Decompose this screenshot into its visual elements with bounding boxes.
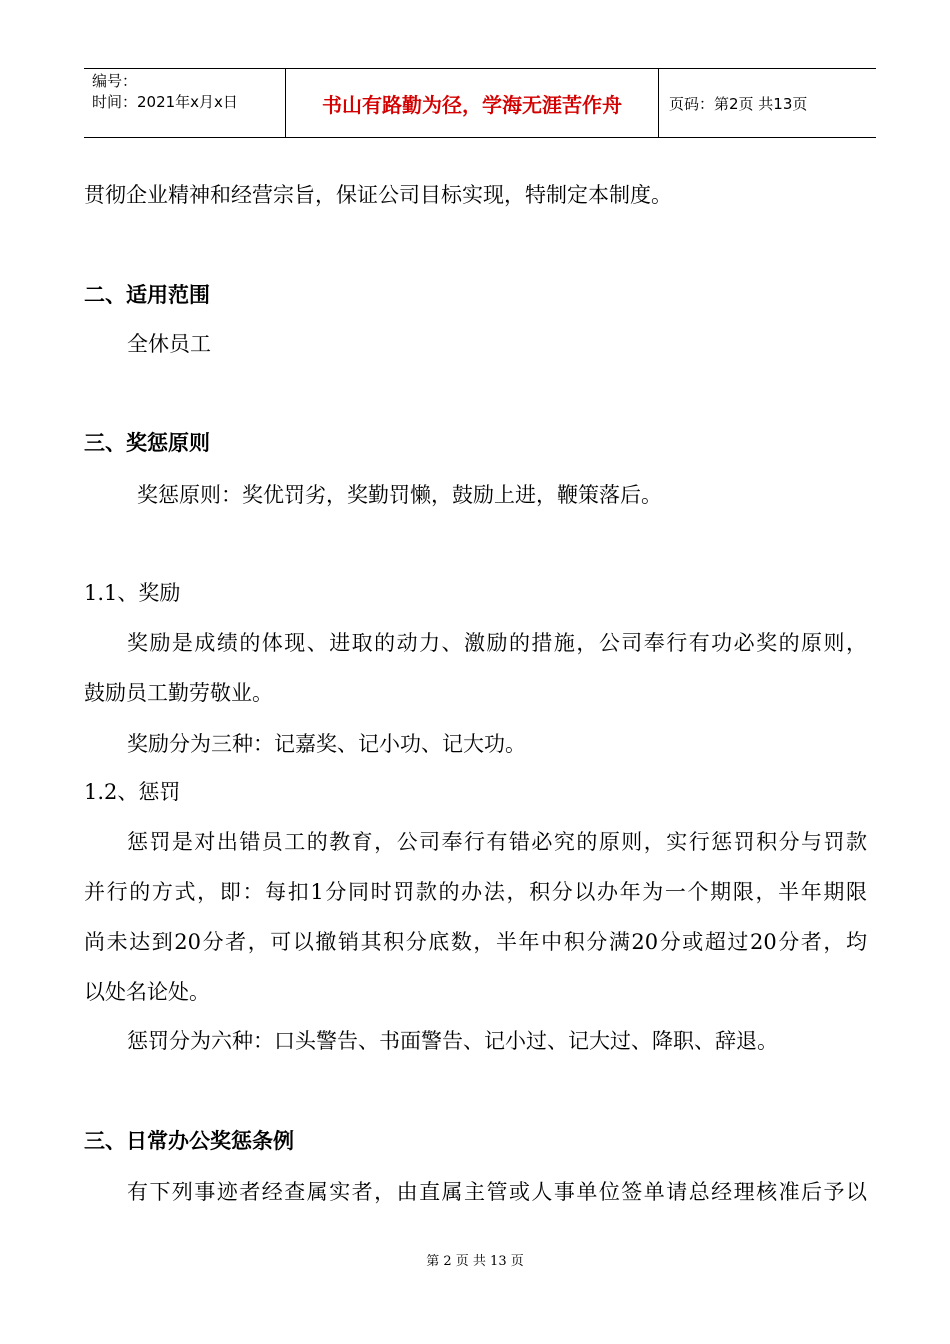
paragraph-punishment-line-2: 并行的方式，即：每扣1分同时罚款的办法，积分以办年为一个期限，半年期限 bbox=[84, 880, 867, 904]
paragraph-reward-types: 奖励分为三种：记嘉奖、记小功、记大功。 bbox=[127, 732, 526, 756]
paragraph-punishment-line-3: 尚未达到20分者，可以撤销其积分底数，半年中积分满20分或超过20分者，均 bbox=[84, 930, 867, 954]
page-footer bbox=[0, 1250, 950, 1269]
heading-scope: 二、适用范围 bbox=[84, 283, 210, 307]
header-meta bbox=[84, 69, 286, 137]
document-time: 时间：2021年x月x日 bbox=[92, 93, 238, 111]
paragraph-reward-line-2: 鼓励员工勤劳敬业。 bbox=[84, 681, 273, 705]
header-motto: 书山有路勤为径，学海无涯苦作舟 bbox=[322, 92, 622, 117]
heading-daily-rules: 三、日常办公奖惩条例 bbox=[84, 1129, 294, 1153]
paragraph-punishment-line-1: 惩罚是对出错员工的教育，公司奉行有错必究的原则，实行惩罚积分与罚款 bbox=[127, 830, 867, 854]
paragraph-punishment-types: 惩罚分为六种：口头警告、书面警告、记小过、记大过、降职、辞退。 bbox=[127, 1029, 778, 1053]
subheading-reward: 1.1、奖励 bbox=[84, 581, 181, 605]
page-header bbox=[84, 68, 876, 138]
paragraph-principle: 奖惩原则：奖优罚劣，奖勤罚懒，鼓励上进，鞭策落后。 bbox=[137, 483, 662, 507]
footer-page-number: 第 2 页 共 13 页 bbox=[426, 1254, 524, 1269]
header-page-info: 页码：第2页 共13页 bbox=[669, 94, 808, 113]
heading-principle: 三、奖惩原则 bbox=[84, 431, 210, 455]
header-motto-cell bbox=[286, 69, 659, 137]
paragraph-scope: 全休员工 bbox=[127, 332, 211, 356]
paragraph-punishment-line-4: 以处名论处。 bbox=[84, 980, 210, 1004]
paragraph-reward-line-1: 奖励是成绩的体现、进取的动力、激励的措施，公司奉行有功必奖的原则， bbox=[127, 631, 867, 655]
subheading-punishment: 1.2、惩罚 bbox=[84, 780, 181, 804]
document-number: 编号： bbox=[92, 72, 138, 90]
paragraph-intro: 贯彻企业精神和经营宗旨，保证公司目标实现，特制定本制度。 bbox=[84, 183, 672, 207]
paragraph-daily-rules: 有下列事迹者经查属实者，由直属主管或人事单位签单请总经理核准后予以 bbox=[127, 1180, 867, 1204]
